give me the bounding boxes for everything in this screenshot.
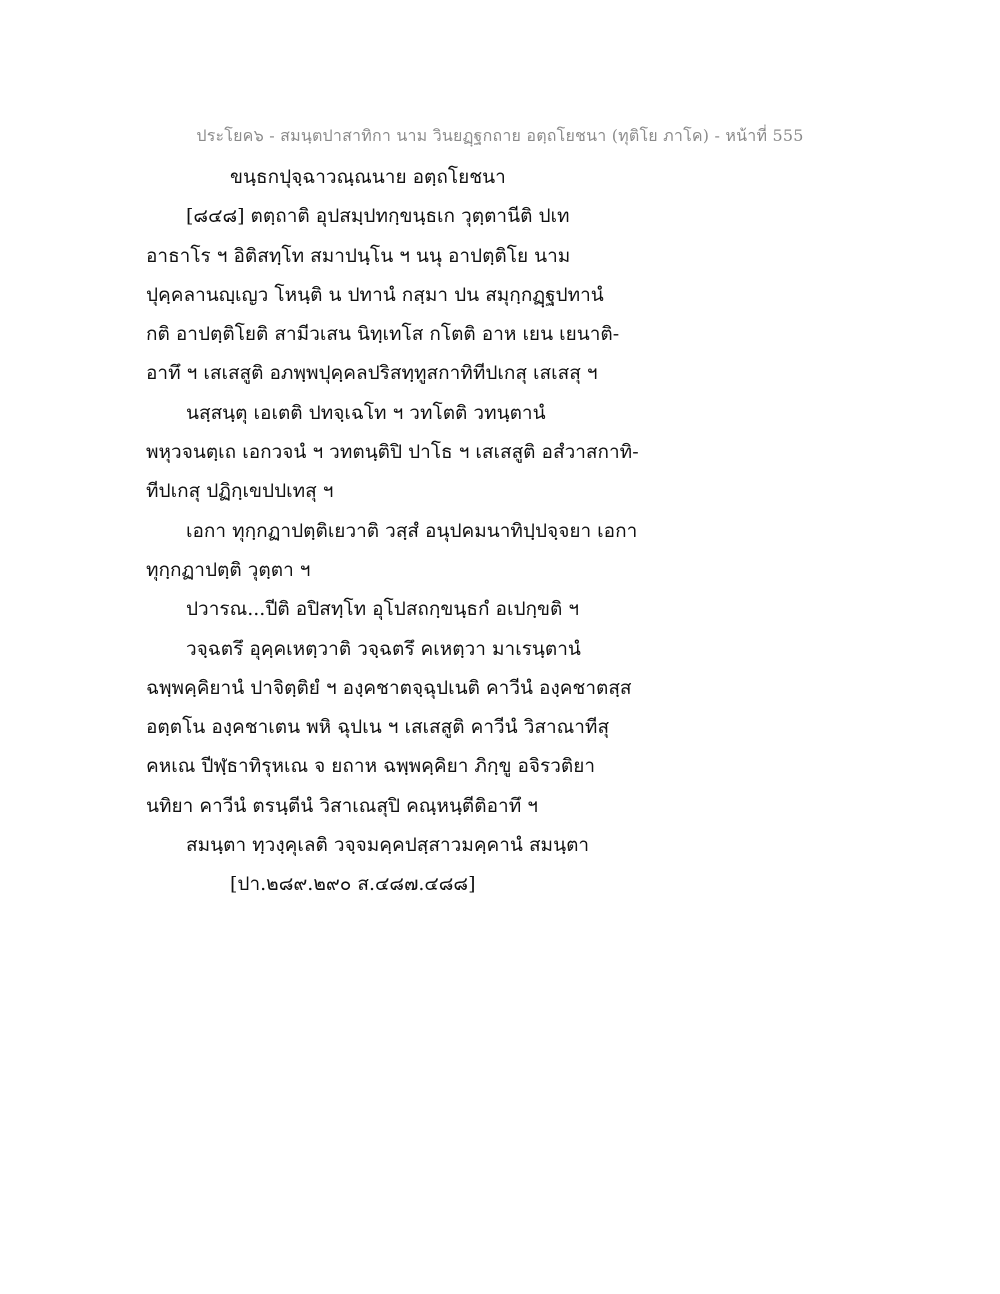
paragraph-line: [๘๔๘] ตตฺถาติ อุปสมฺปทกฺขนฺธเก วุตฺตานีติ ปเท bbox=[186, 205, 570, 228]
paragraph-line: กติ อาปตฺติโยติ สามีวเสน นิทฺเทโส กโตติ อาห เยน เยนาติ- bbox=[146, 323, 620, 346]
running-header: ประโยค๖ - สมนฺตปาสาทิกา นาม วินยฏฺฐกถาย อตฺถโยชนา (ทุติโย ภาโค) - หน้าที่ 555 bbox=[196, 126, 804, 145]
section-heading: ขนฺธกปุจฺฉาวณฺณนาย อตฺถโยชนา bbox=[230, 166, 506, 188]
paragraph-line: ฉพฺพคฺคิยานํ ปาจิตฺติยํ ฯ องฺคชาตจฺฉุปเนติ คาวีนํ องฺคชาตสฺส bbox=[146, 676, 632, 699]
paragraph-line: วจฺฉตรึ อุคฺคเหตฺวาติ วจฺฉตรึ คเหตฺวา มาเรนฺตานํ bbox=[186, 637, 581, 660]
paragraph-line: คหเณ ปีฬฺธาทิรุหเณ จ ยถาห ฉพฺพคฺคิยา ภิกฺขู อจิรวติยา bbox=[146, 755, 596, 778]
paragraph-line: สมนฺตา ทฺวงฺคุเลติ วจฺจมคฺคปสฺสาวมคฺคานํ สมนฺตา bbox=[186, 834, 590, 857]
paragraph-line: อาธาโร ฯ อิติสทฺโท สมาปนฺโน ฯ นนุ อาปตฺติโย นาม bbox=[146, 244, 571, 267]
text-body bbox=[146, 158, 866, 905]
paragraph-line: นทิยา คาวีนํ ตรนฺตีนํ วิสาเณสุปิ คณฺหนฺตีติอาทึ ฯ bbox=[146, 794, 538, 817]
paragraph-line: ปวารณ...ปีติ อปิสทฺโท อุโปสถกฺขนฺธกํ อเปกฺขติ ฯ bbox=[186, 598, 580, 621]
paragraph-line: ทีปเกสุ ปฏิกฺเขปปเทสุ ฯ bbox=[146, 480, 334, 503]
paragraph-line: อาทึ ฯ เสเสสูติ อภพฺพปุคฺคลปริสทฺทูสกาทิทีปเกสุ เสเสสุ ฯ bbox=[146, 362, 598, 385]
paragraph-line: เอกา ทุกฺกฏาปตฺติเยวาติ วสฺสํ อนุปคมนาทิปฺปจฺจยา เอกา bbox=[186, 519, 638, 542]
paragraph-line: นสฺสนฺตุ เอเตติ ปทจฺเฉโท ฯ วทโตติ วทนฺตานํ bbox=[186, 401, 546, 424]
paragraph-line: อตฺตโน องฺคชาเตน พหิ ฉุปเน ฯ เสเสสูติ คาวีนํ วิสาณาทีสุ bbox=[146, 716, 610, 739]
paragraph-line: ปุคฺคลานญฺเญว โหนฺติ น ปทานํ กสฺมา ปน สมุกฺกฏฺฐปทานํ bbox=[146, 283, 604, 306]
reference-citation: [ปา.๒๘๙.๒๙๐ ส.๔๘๗.๔๘๘] bbox=[230, 873, 476, 896]
paragraph-line: ทุกฺกฏาปตฺติ วุตฺตา ฯ bbox=[146, 558, 311, 581]
paragraph-line: พหุวจนตฺเถ เอกวจนํ ฯ วทตนฺติปิ ปาโธ ฯ เสเสสูติ อสํวาสกาทิ- bbox=[146, 441, 639, 464]
